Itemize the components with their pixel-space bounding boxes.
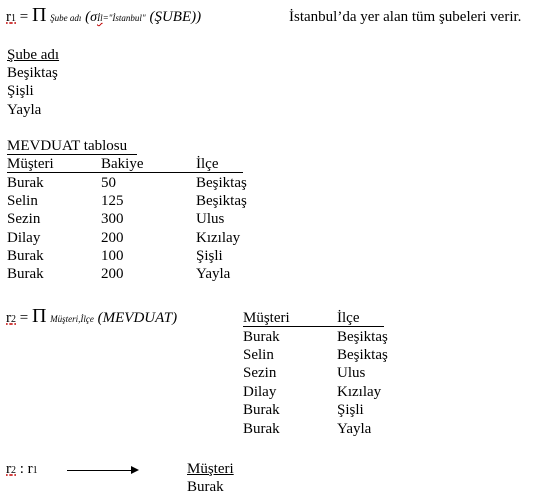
- equals-sign: =: [19, 310, 29, 326]
- cell-ilce: Kızılay: [337, 384, 382, 400]
- selection-attribute: İl: [97, 13, 103, 23]
- result-header: Müşteri: [187, 461, 234, 477]
- r1-symbol: r1: [6, 9, 16, 25]
- result-row: Burak: [187, 479, 224, 495]
- selection-condition: ="İstanbul": [102, 13, 146, 23]
- cell-ilce: Ulus: [196, 211, 225, 227]
- relation-name: (ŞUBE)): [149, 9, 202, 25]
- cell-musteri: Burak: [243, 402, 280, 418]
- result-arrow-icon: [131, 466, 139, 474]
- sube-row: Şişli: [7, 83, 34, 99]
- r1-symbol: r1: [27, 461, 38, 477]
- cell-ilce: Beşiktaş: [196, 193, 247, 209]
- relation-name: (MEVDUAT): [97, 310, 178, 326]
- cell-ilce: Yayla: [337, 421, 372, 437]
- r1-expression: [6, 6, 201, 28]
- mevduat-col-ilce: İlçe: [196, 156, 219, 172]
- cell-bakiye: 100: [101, 248, 124, 264]
- r2-expression: [6, 307, 177, 329]
- cell-musteri: Burak: [243, 329, 280, 345]
- sube-table-header: Şube adı: [7, 47, 60, 63]
- cell-musteri: Burak: [243, 421, 280, 437]
- mevduat-header-underline: [7, 172, 243, 173]
- r2-header-underline: [243, 326, 384, 327]
- cell-musteri: Selin: [7, 193, 38, 209]
- cell-musteri: Dilay: [7, 230, 41, 246]
- r1-description: İstanbul’da yer alan tüm şubeleri verir.: [289, 9, 522, 25]
- open-paren: (: [85, 9, 91, 25]
- cell-bakiye: 200: [101, 230, 124, 246]
- r2-col-musteri: Müşteri: [243, 310, 290, 326]
- cell-bakiye: 200: [101, 266, 124, 282]
- projection-symbol: Π: [31, 4, 47, 26]
- cell-ilce: Şişli: [337, 402, 364, 418]
- selection-symbol: σ: [90, 10, 98, 25]
- cell-musteri: Selin: [243, 347, 274, 363]
- sube-row: Beşiktaş: [7, 65, 58, 81]
- cell-musteri: Burak: [7, 248, 44, 264]
- mevduat-col-musteri: Müşteri: [7, 156, 54, 172]
- cell-bakiye: 125: [101, 193, 124, 209]
- cell-bakiye: 50: [101, 175, 116, 191]
- cell-bakiye: 300: [101, 211, 124, 227]
- division-expression: [6, 460, 38, 480]
- equals-sign: =: [19, 9, 29, 25]
- cell-musteri: Sezin: [7, 211, 41, 227]
- cell-ilce: Ulus: [337, 365, 366, 381]
- cell-musteri: Burak: [7, 175, 44, 191]
- cell-musteri: Burak: [7, 266, 44, 282]
- r2-col-ilce: İlçe: [337, 310, 360, 326]
- mevduat-title: MEVDUAT tablosu: [7, 138, 128, 154]
- cell-ilce: Beşiktaş: [337, 329, 388, 345]
- cell-musteri: Sezin: [243, 365, 277, 381]
- colon: :: [19, 461, 24, 477]
- cell-musteri: Dilay: [243, 384, 277, 400]
- sube-row: Yayla: [7, 102, 42, 118]
- r2-symbol: r2: [6, 461, 16, 477]
- projection-attribute: Müşteri,İlçe: [50, 314, 94, 324]
- r2-symbol: r2: [6, 310, 16, 326]
- cell-ilce: Beşiktaş: [337, 347, 388, 363]
- projection-symbol: Π: [31, 305, 47, 327]
- cell-ilce: Şişli: [196, 248, 223, 264]
- cell-ilce: Beşiktaş: [196, 175, 247, 191]
- cell-ilce: Yayla: [196, 266, 231, 282]
- mevduat-col-bakiye: Bakiye: [101, 156, 144, 172]
- cell-ilce: Kızılay: [196, 230, 241, 246]
- result-arrow-shaft: [67, 470, 132, 471]
- projection-attribute: Şube adı: [50, 13, 82, 23]
